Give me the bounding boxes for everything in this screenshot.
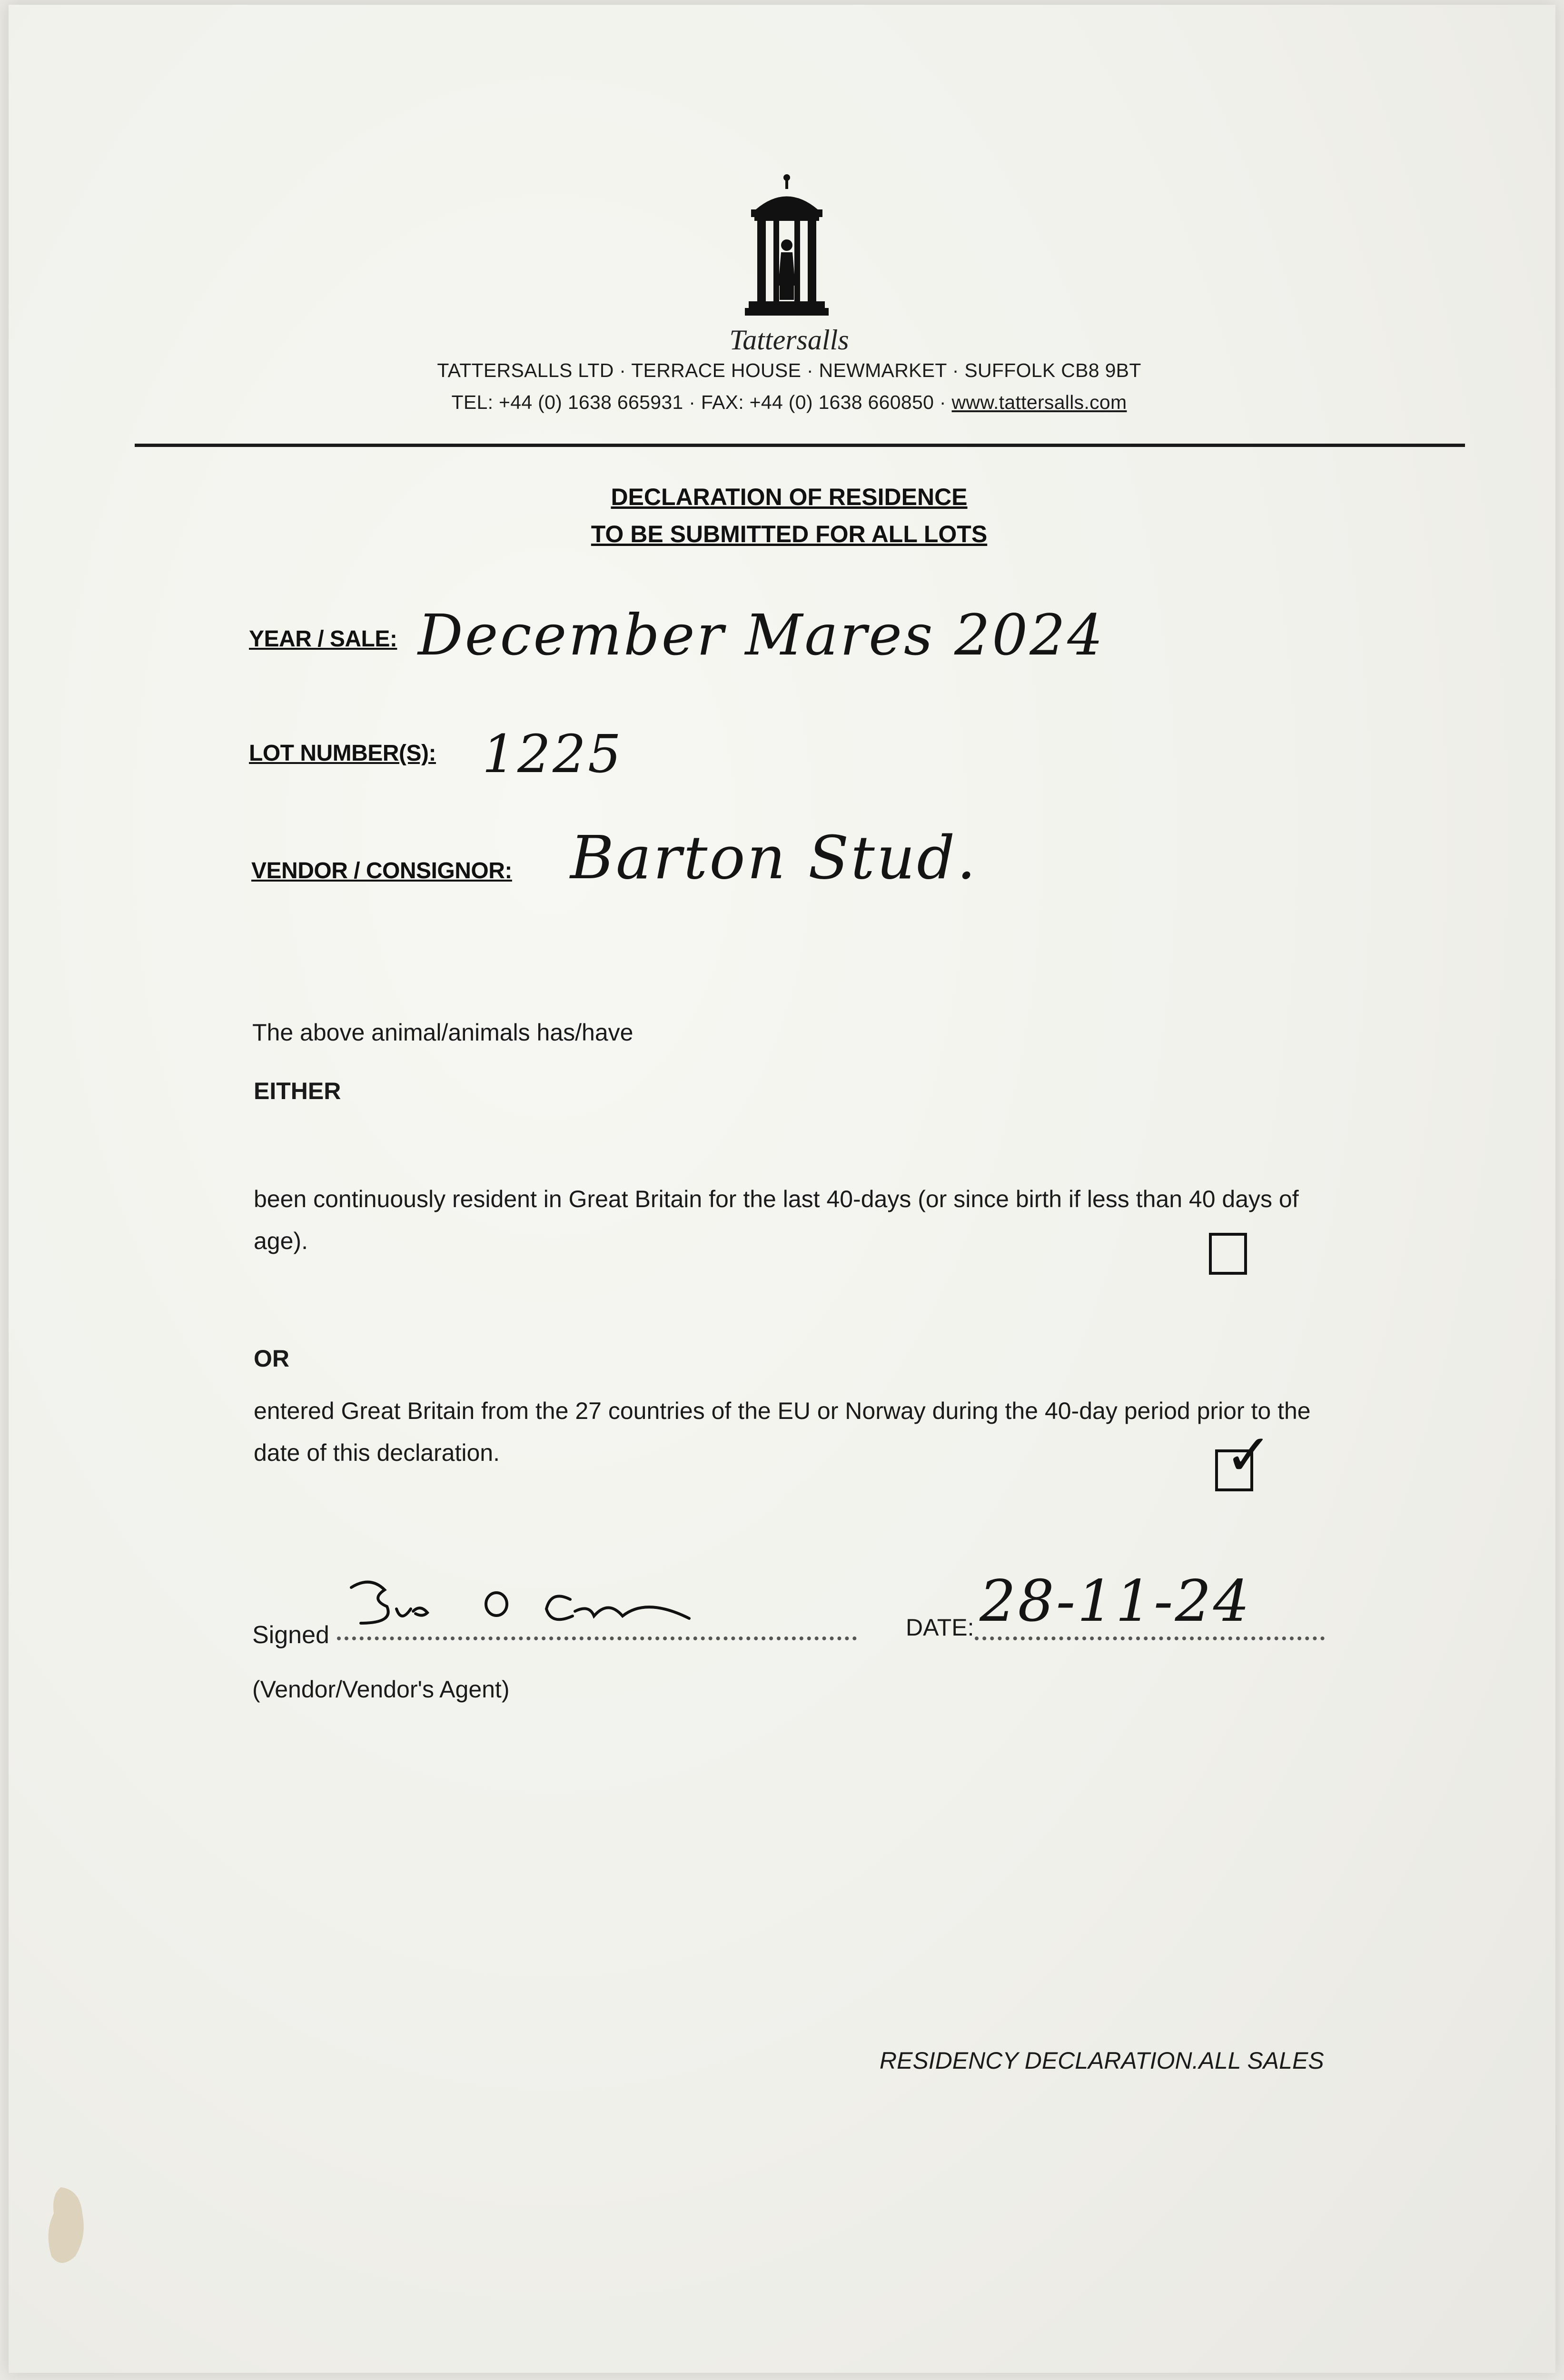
lot-number-label: LOT NUMBER(S): — [249, 741, 436, 766]
either-heading: EITHER — [254, 1078, 341, 1104]
year-sale-value[interactable]: December Mares 2024 — [418, 602, 1105, 668]
intro-text: The above animal/animals has/have — [252, 1019, 634, 1046]
form-title: DECLARATION OF RESIDENCE — [611, 484, 968, 510]
paper-stain — [42, 2185, 94, 2271]
paper-sheet — [9, 5, 1555, 2373]
tattersalls-logo — [739, 174, 834, 321]
company-address: TATTERSALLS LTD · TERRACE HOUSE · NEWMARKET · SUFFOLK CB8 9BT — [437, 359, 1141, 381]
or-heading: OR — [254, 1345, 289, 1372]
signed-label: Signed — [252, 1621, 329, 1649]
footer-reference: RESIDENCY DECLARATION.ALL SALES — [880, 2047, 1324, 2074]
form-subtitle: TO BE SUBMITTED FOR ALL LOTS — [591, 521, 988, 547]
date-label: DATE: — [906, 1614, 974, 1641]
checkmark-icon: ✓ — [1225, 1422, 1273, 1488]
vendor-value[interactable]: Barton Stud. — [570, 823, 978, 892]
option-2-text: entered Great Britain from the 27 countries of the EU or Norway during the 40-day period prior to the date of this declaration. — [254, 1398, 1311, 1466]
vendor-agent-caption: (Vendor/Vendor's Agent) — [252, 1676, 510, 1703]
year-sale-label: YEAR / SALE: — [249, 626, 397, 652]
vendor-label: VENDOR / CONSIGNOR: — [251, 858, 512, 883]
signature[interactable] — [342, 1571, 703, 1637]
lot-number-value[interactable]: 1225 — [482, 724, 623, 784]
company-contact — [313, 391, 1265, 414]
website-link[interactable]: www.tattersalls.com — [951, 391, 1127, 413]
phone-fax: TEL: +44 (0) 1638 665931 · FAX: +44 (0) 1638 660850 · — [451, 391, 952, 413]
header-divider — [135, 444, 1465, 447]
option-1-checkbox[interactable] — [1209, 1233, 1247, 1275]
brand-name: Tattersalls — [729, 324, 849, 356]
date-value[interactable]: 28-11-24 — [980, 1568, 1252, 1635]
option-1-text: been continuously resident in Great Britain for the last 40-days (or since birth if less than 40 days of age). — [254, 1186, 1299, 1254]
